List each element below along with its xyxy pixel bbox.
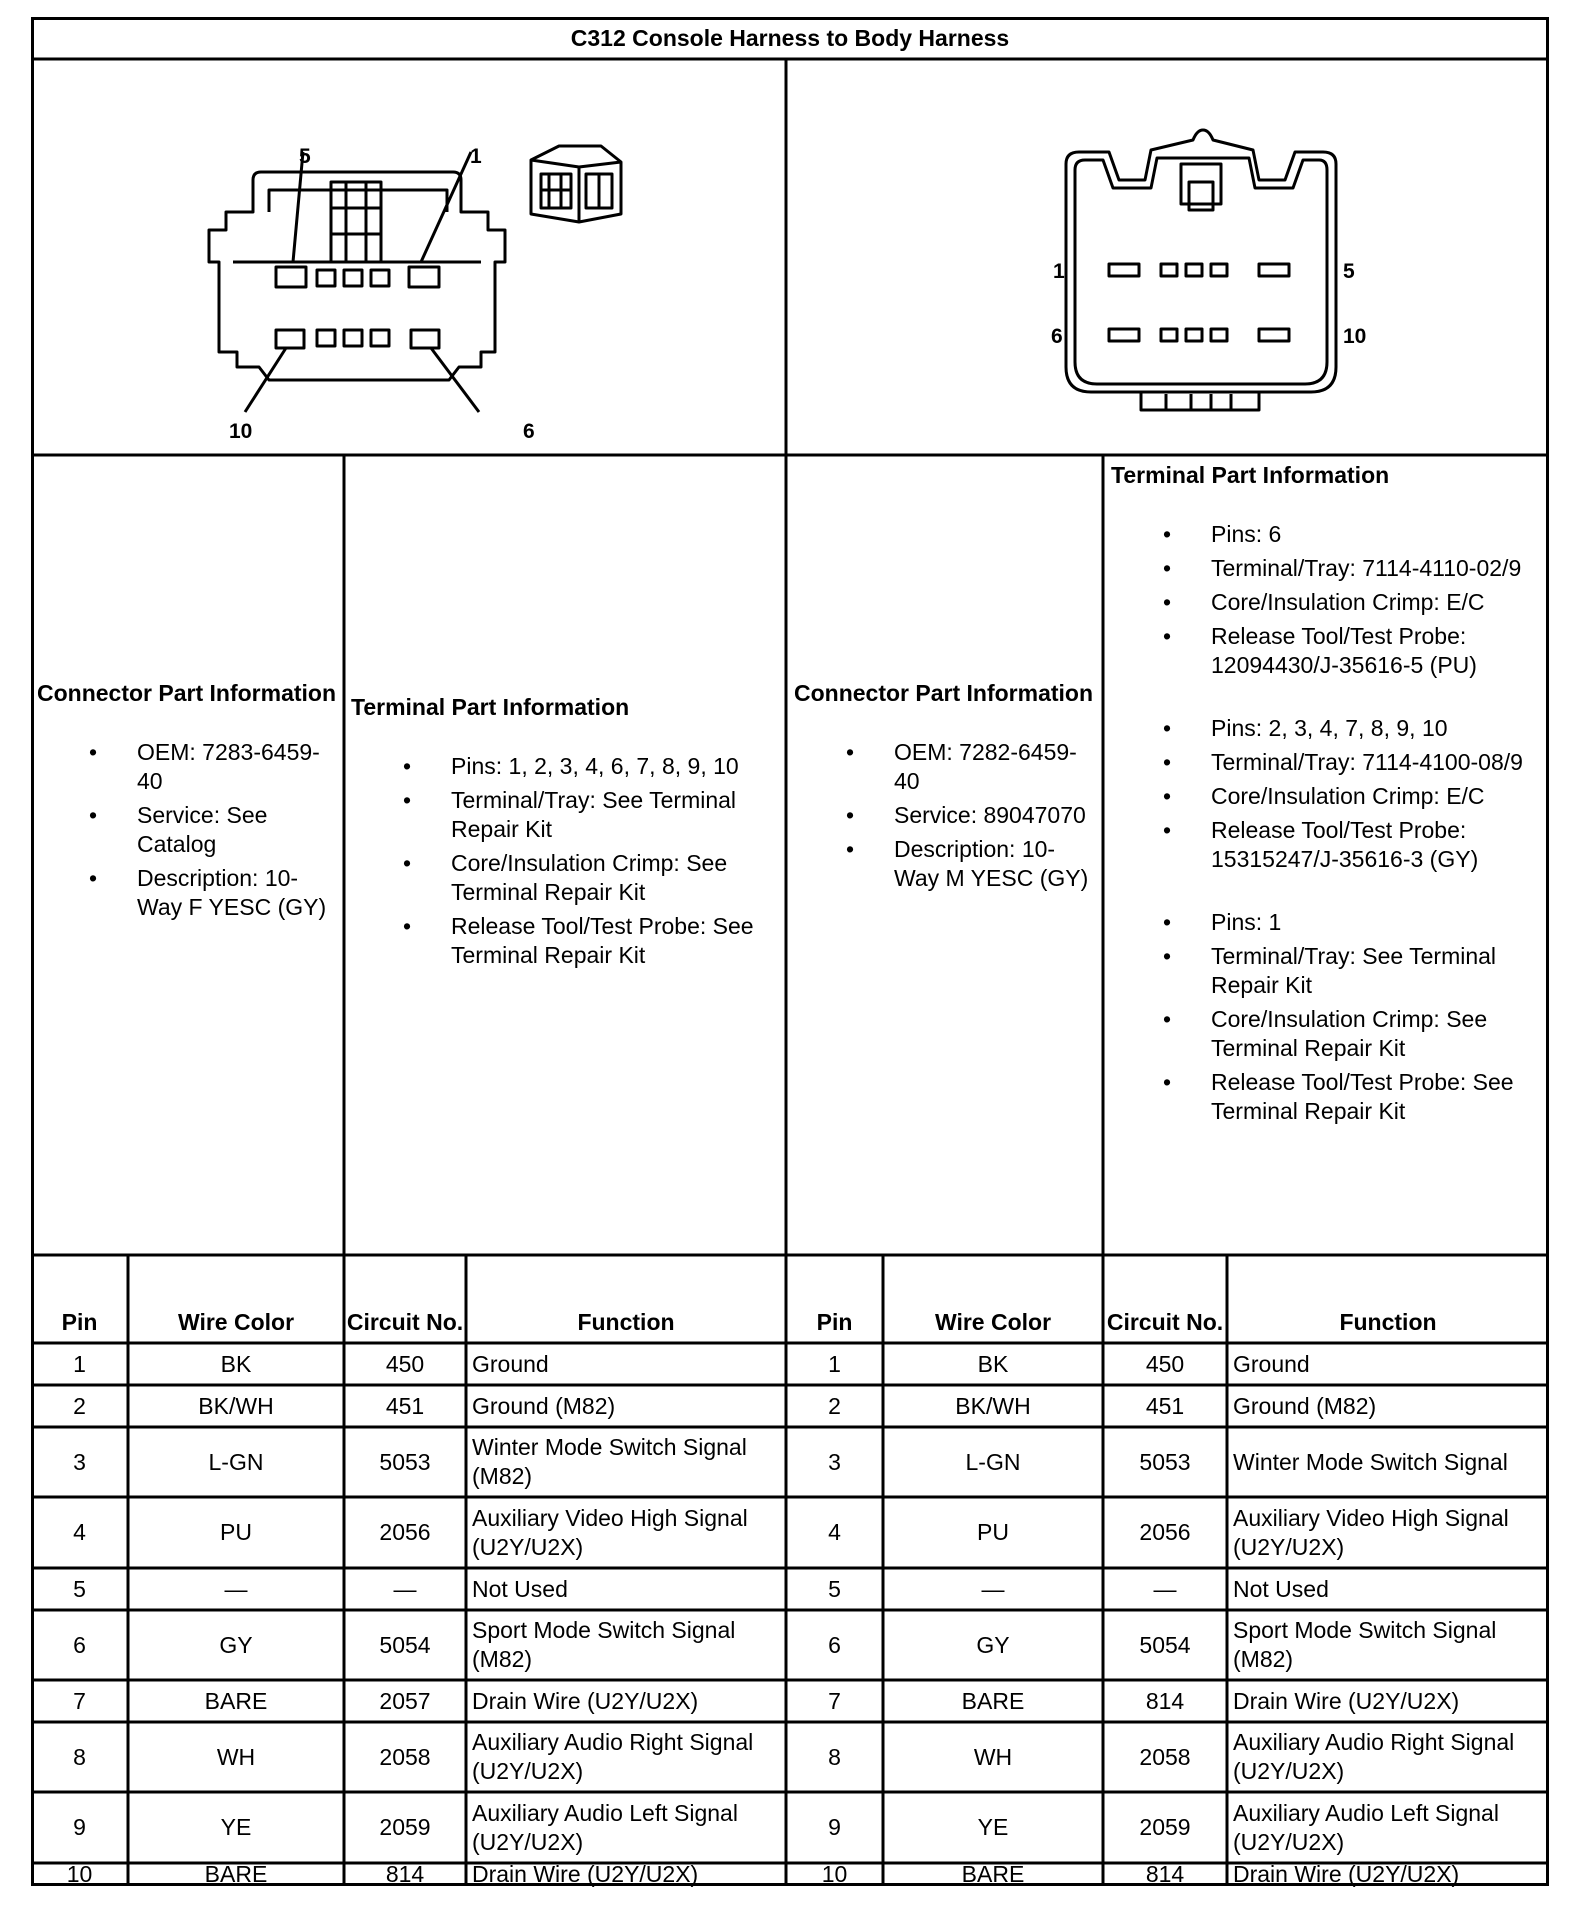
right-row-6-circuit: 5054: [1139, 1631, 1191, 1658]
left-row-5-wire-color: —: [224, 1575, 248, 1602]
right-row-7-function: Drain Wire (U2Y/U2X): [1233, 1687, 1460, 1714]
right-row-2-pin: 2: [828, 1392, 841, 1419]
right-row-1-function: Ground: [1233, 1350, 1310, 1377]
left-row-6-circuit: 5054: [379, 1631, 431, 1658]
left-row-1-function: Ground: [472, 1350, 549, 1377]
right-row-6-function: Sport Mode Switch Signal (M82): [1233, 1617, 1497, 1672]
left-header-wire-color: Wire Color: [177, 1309, 295, 1335]
left-diagram-pin-10-label: 10: [229, 420, 253, 443]
left-terminal-release-tool: • Release Tool/Test Probe: See Terminal Repair Kit: [351, 912, 781, 970]
connector-document: [31, 17, 1549, 1886]
left-row-4-wire-color: PU: [220, 1519, 252, 1545]
right-row-10-wire-color: BARE: [961, 1861, 1025, 1887]
left-terminal-list: [351, 752, 781, 970]
right-row-8-pin: 8: [828, 1743, 841, 1770]
left-row-5-pin: 5: [73, 1575, 86, 1602]
right-row-3-function: Winter Mode Switch Signal: [1233, 1448, 1508, 1475]
right-row-8-function: Auxiliary Audio Right Signal (U2Y/U2X): [1233, 1729, 1515, 1784]
left-header-circuit: Circuit No.: [346, 1309, 464, 1335]
left-row-6-pin: 6: [73, 1631, 86, 1658]
left-row-8-circuit: 2058: [379, 1743, 431, 1770]
left-terminal-info: [351, 693, 781, 975]
right-row-4-wire-color: PU: [977, 1519, 1009, 1545]
right-row-5-pin: 5: [828, 1575, 841, 1602]
right-row-7-circuit: 814: [1145, 1687, 1185, 1714]
right-row-10-circuit: 814: [1145, 1861, 1185, 1887]
left-row-8-wire-color: WH: [216, 1743, 256, 1770]
left-row-3-wire-color: L-GN: [208, 1448, 264, 1475]
right-row-9-circuit: 2059: [1139, 1814, 1191, 1840]
right-terminal-g3-crimp: • Core/Insulation Crimp: See Terminal Repair Kit: [1111, 1005, 1545, 1063]
left-row-7-pin: 7: [73, 1687, 86, 1714]
right-row-1-pin: 1: [828, 1350, 841, 1377]
left-diagram-pin-6-label: 6: [523, 420, 535, 443]
right-row-2-circuit: 451: [1145, 1392, 1185, 1419]
right-terminal-g3-pins: • Pins: 1: [1111, 908, 1545, 937]
right-terminal-g2-release-tool: • Release Tool/Test Probe: 15315247/J-35616-3 (GY): [1111, 816, 1545, 874]
right-row-4-function: Auxiliary Video High Signal (U2Y/U2X): [1233, 1504, 1509, 1560]
right-row-9-wire-color: YE: [977, 1814, 1009, 1840]
right-row-6-wire-color: GY: [976, 1631, 1010, 1658]
left-row-5-function: Not Used: [472, 1575, 568, 1602]
left-row-10-wire-color: BARE: [204, 1861, 268, 1887]
right-row-7-wire-color: BARE: [961, 1687, 1025, 1714]
left-row-9-circuit: 2059: [379, 1814, 431, 1840]
right-row-9-pin: 9: [828, 1814, 841, 1840]
right-row-4-pin: 4: [828, 1519, 841, 1545]
left-row-6-function: Sport Mode Switch Signal (M82): [472, 1617, 736, 1672]
right-connector-service: • Service: 89047070: [794, 801, 1098, 830]
left-header-function: Function: [577, 1309, 675, 1335]
right-connector-description: • Description: 10-Way M YESC (GY): [794, 835, 1098, 893]
right-diagram-pin-5-label: 5: [1343, 260, 1355, 283]
left-header-pin: Pin: [61, 1309, 98, 1335]
left-row-4-pin: 4: [73, 1519, 86, 1545]
left-row-1-circuit: 450: [385, 1350, 425, 1377]
right-connector-list: [794, 738, 1098, 893]
right-row-8-circuit: 2058: [1139, 1743, 1191, 1770]
left-row-9-pin: 9: [73, 1814, 86, 1840]
left-row-8-function: Auxiliary Audio Right Signal (U2Y/U2X): [472, 1729, 754, 1784]
left-row-7-wire-color: BARE: [204, 1687, 268, 1714]
right-header-circuit: Circuit No.: [1106, 1309, 1224, 1335]
right-diagram-pin-6-label: 6: [1051, 325, 1063, 348]
left-row-2-function: Ground (M82): [472, 1392, 616, 1419]
female-connector-diagram: [181, 112, 661, 457]
left-row-10-function: Drain Wire (U2Y/U2X): [472, 1861, 699, 1887]
left-row-10-pin: 10: [66, 1861, 93, 1887]
right-terminal-group-1: [1111, 520, 1545, 680]
left-row-3-pin: 3: [73, 1448, 86, 1475]
right-row-5-circuit: —: [1153, 1575, 1177, 1602]
left-connector-service: • Service: See Catalog: [37, 801, 339, 859]
right-row-5-wire-color: —: [981, 1575, 1005, 1602]
left-diagram-pin-1-label: 1: [470, 145, 482, 168]
right-connector-heading: Connector Part Information: [794, 680, 1094, 706]
right-row-3-pin: 3: [828, 1448, 841, 1475]
left-connector-oem: • OEM: 7283-6459-40: [37, 738, 339, 796]
left-row-3-function: Winter Mode Switch Signal (M82): [472, 1434, 747, 1489]
right-row-2-wire-color: BK/WH: [955, 1392, 1031, 1419]
right-row-5-function: Not Used: [1233, 1575, 1329, 1602]
right-diagram-pin-1-label: 1: [1053, 260, 1065, 283]
right-terminal-g2-tray: • Terminal/Tray: 7114-4100-08/9: [1111, 748, 1545, 777]
right-terminal-group-3: [1111, 908, 1545, 1126]
male-connector-diagram: [1031, 112, 1381, 442]
left-row-1-wire-color: BK: [220, 1350, 252, 1377]
left-row-2-pin: 2: [73, 1392, 86, 1419]
left-row-10-circuit: 814: [385, 1861, 425, 1887]
left-terminal-crimp: • Core/Insulation Crimp: See Terminal Repair Kit: [351, 849, 781, 907]
right-row-9-function: Auxiliary Audio Left Signal (U2Y/U2X): [1233, 1799, 1499, 1855]
left-terminal-heading: Terminal Part Information: [351, 694, 630, 720]
left-diagram-pin-5-label: 5: [299, 145, 311, 168]
right-terminal-g1-release-tool: • Release Tool/Test Probe: 12094430/J-35616-5 (PU): [1111, 622, 1545, 680]
right-header-pin: Pin: [816, 1309, 853, 1335]
left-row-7-function: Drain Wire (U2Y/U2X): [472, 1687, 699, 1714]
left-terminal-pins: • Pins: 1, 2, 3, 4, 6, 7, 8, 9, 10: [351, 752, 781, 781]
left-row-4-function: Auxiliary Video High Signal (U2Y/U2X): [472, 1504, 748, 1560]
left-row-9-wire-color: YE: [220, 1814, 252, 1840]
left-row-4-circuit: 2056: [379, 1519, 431, 1545]
right-header-wire-color: Wire Color: [934, 1309, 1052, 1335]
right-terminal-g1-pins: • Pins: 6: [1111, 520, 1545, 549]
left-connector-list: [37, 738, 339, 922]
left-row-5-circuit: —: [393, 1575, 417, 1602]
right-row-6-pin: 6: [828, 1631, 841, 1658]
right-row-10-function: Drain Wire (U2Y/U2X): [1233, 1861, 1460, 1887]
left-row-2-circuit: 451: [385, 1392, 425, 1419]
left-terminal-tray: • Terminal/Tray: See Terminal Repair Kit: [351, 786, 781, 844]
right-header-function: Function: [1339, 1309, 1437, 1335]
left-row-1-pin: 1: [73, 1350, 86, 1377]
right-terminal-heading: Terminal Part Information: [1111, 462, 1390, 488]
right-terminal-info: [1111, 461, 1545, 1131]
right-row-8-wire-color: WH: [973, 1743, 1013, 1770]
right-row-4-circuit: 2056: [1139, 1519, 1191, 1545]
right-row-10-pin: 10: [821, 1861, 848, 1887]
left-connector-description: • Description: 10-Way F YESC (GY): [37, 864, 339, 922]
left-connector-info: [37, 679, 339, 927]
left-row-8-pin: 8: [73, 1743, 86, 1770]
left-row-3-circuit: 5053: [379, 1448, 431, 1475]
right-terminal-g1-crimp: • Core/Insulation Crimp: E/C: [1111, 588, 1545, 617]
left-connector-heading: Connector Part Information: [37, 680, 337, 706]
right-terminal-g2-crimp: • Core/Insulation Crimp: E/C: [1111, 782, 1545, 811]
right-terminal-g1-tray: • Terminal/Tray: 7114-4110-02/9: [1111, 554, 1545, 583]
right-row-2-function: Ground (M82): [1233, 1392, 1377, 1419]
right-diagram-pin-10-label: 10: [1343, 325, 1367, 348]
right-connector-info: [794, 679, 1098, 898]
left-row-6-wire-color: GY: [219, 1631, 253, 1658]
right-terminal-g2-pins: • Pins: 2, 3, 4, 7, 8, 9, 10: [1111, 714, 1545, 743]
right-terminal-g3-release-tool: • Release Tool/Test Probe: See Terminal Repair Kit: [1111, 1068, 1545, 1126]
left-row-7-circuit: 2057: [379, 1687, 431, 1714]
right-row-7-pin: 7: [828, 1687, 841, 1714]
right-terminal-g3-tray: • Terminal/Tray: See Terminal Repair Kit: [1111, 942, 1545, 1000]
right-row-1-wire-color: BK: [977, 1350, 1009, 1377]
page-title: C312 Console Harness to Body Harness: [570, 24, 1010, 51]
right-row-1-circuit: 450: [1145, 1350, 1185, 1377]
left-row-9-function: Auxiliary Audio Left Signal (U2Y/U2X): [472, 1799, 738, 1855]
left-row-2-wire-color: BK/WH: [198, 1392, 274, 1419]
right-terminal-group-2: [1111, 714, 1545, 874]
right-row-3-wire-color: L-GN: [965, 1448, 1021, 1475]
right-connector-oem: • OEM: 7282-6459-40: [794, 738, 1098, 796]
right-row-3-circuit: 5053: [1139, 1448, 1191, 1475]
